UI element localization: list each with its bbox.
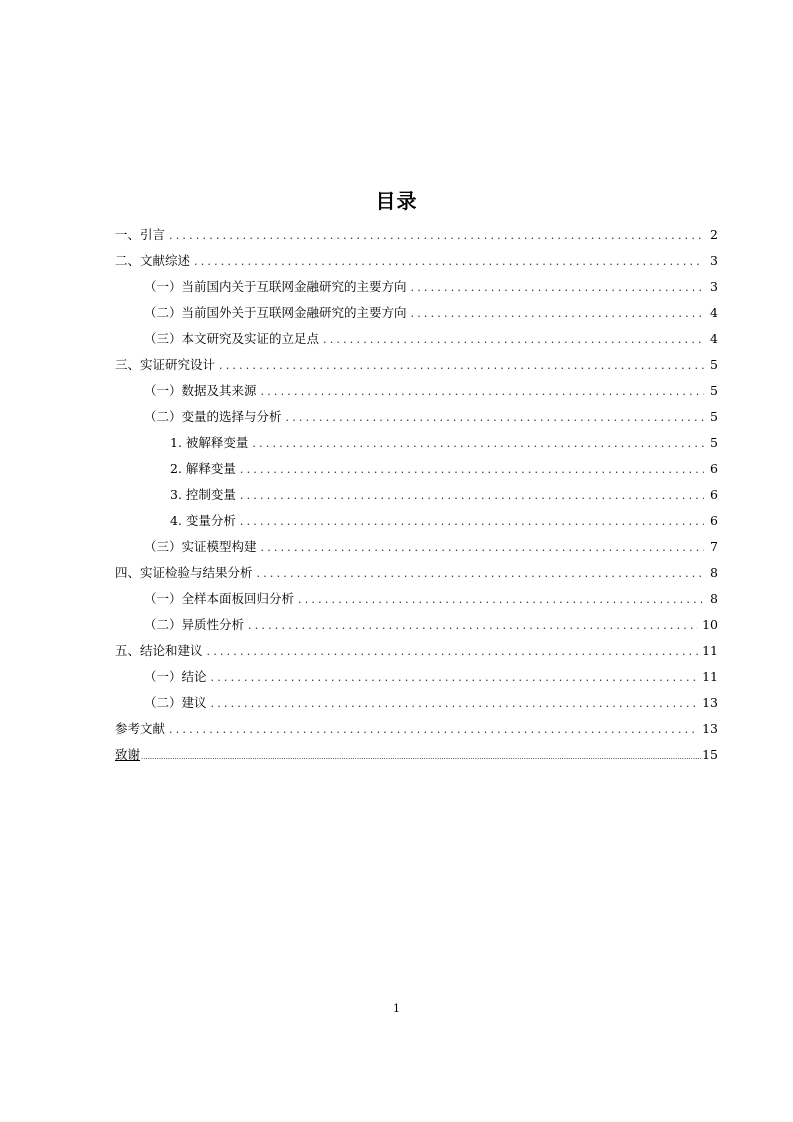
toc-entry-variable-analysis[interactable] <box>115 508 718 534</box>
toc-entry-data-sources[interactable] <box>115 378 718 404</box>
dot-leader <box>257 561 704 587</box>
dot-leader <box>240 483 704 509</box>
toc-entry-label: 4. 变量分析 <box>170 513 236 528</box>
toc-entry-references[interactable] <box>115 716 718 742</box>
toc-entry-label: 1. 被解释变量 <box>170 435 249 450</box>
dot-leader <box>248 613 698 639</box>
dot-leader <box>169 223 704 249</box>
toc-entry-page: 3 <box>710 253 718 268</box>
toc-entry-page: 6 <box>710 487 718 502</box>
toc-entry-page: 8 <box>710 565 718 580</box>
dot-leader <box>323 327 704 353</box>
toc-entry-domestic-research[interactable] <box>115 274 718 300</box>
toc-entry-label: （三）实证模型构建 <box>144 539 257 554</box>
dot-leader <box>194 249 704 275</box>
toc-entry-page: 4 <box>710 305 718 320</box>
toc-entry-model-construction[interactable] <box>115 534 718 560</box>
dot-leader <box>261 379 704 405</box>
dot-leader <box>207 639 699 665</box>
toc-entry-label: 一、引言 <box>115 227 166 242</box>
toc-entry-foreign-research[interactable] <box>115 300 718 326</box>
toc-entry-page: 15 <box>702 747 718 762</box>
dot-leader <box>411 275 704 301</box>
table-of-contents <box>115 222 718 768</box>
toc-entry-label: 四、实证检验与结果分析 <box>115 565 253 580</box>
toc-entry-label: （一）数据及其来源 <box>144 383 257 398</box>
toc-entry-page: 5 <box>710 435 718 450</box>
toc-entry-page: 5 <box>710 357 718 372</box>
toc-entry-label-link[interactable]: 致谢 <box>115 747 141 762</box>
toc-entry-conclusions-suggestions[interactable] <box>115 638 718 664</box>
dot-leader <box>219 353 704 379</box>
toc-entry-conclusions[interactable] <box>115 664 718 690</box>
toc-entry-label: （二）变量的选择与分析 <box>144 409 282 424</box>
toc-entry-dependent-variable[interactable] <box>115 430 718 456</box>
toc-entry-variable-selection[interactable] <box>115 404 718 430</box>
toc-entry-page: 11 <box>702 669 718 684</box>
toc-entry-label: （二）当前国外关于互联网金融研究的主要方向 <box>144 305 407 320</box>
toc-entry-label: （一）全样本面板回归分析 <box>144 591 295 606</box>
toc-entry-label: 2. 解释变量 <box>170 461 236 476</box>
toc-entry-independent-variable[interactable] <box>115 456 718 482</box>
dot-leader <box>240 457 704 483</box>
toc-entry-panel-regression[interactable] <box>115 586 718 612</box>
toc-entry-control-variable[interactable] <box>115 482 718 508</box>
toc-entry-label: 3. 控制变量 <box>170 487 236 502</box>
toc-entry-label: （二）建议 <box>144 695 207 710</box>
dot-leader <box>211 691 699 717</box>
toc-entry-page: 8 <box>710 591 718 606</box>
footer-page-number: 1 <box>393 1002 400 1015</box>
toc-entry-suggestions[interactable] <box>115 690 718 716</box>
toc-entry-page: 5 <box>710 409 718 424</box>
toc-entry-page: 3 <box>710 279 718 294</box>
toc-entry-label: （三）本文研究及实证的立足点 <box>144 331 320 346</box>
toc-entry-page: 5 <box>710 383 718 398</box>
toc-entry-heterogeneity-analysis[interactable] <box>115 612 718 638</box>
toc-entry-empirical-testing[interactable] <box>115 560 718 586</box>
toc-entry-label: （二）异质性分析 <box>144 617 245 632</box>
toc-entry-label: （一）结论 <box>144 669 207 684</box>
toc-entry-label: （一）当前国内关于互联网金融研究的主要方向 <box>144 279 407 294</box>
toc-entry-label: 二、文献综述 <box>115 253 191 268</box>
toc-entry-page: 2 <box>710 227 718 242</box>
dot-leader <box>411 301 704 327</box>
toc-entry-page: 10 <box>702 617 718 632</box>
toc-entry-page: 6 <box>710 461 718 476</box>
toc-entry-page: 11 <box>702 643 718 658</box>
dot-leader <box>211 665 699 691</box>
dot-leader <box>240 509 704 535</box>
toc-entry-research-basis[interactable] <box>115 326 718 352</box>
toc-entry-research-design[interactable] <box>115 352 718 378</box>
dot-leader <box>252 431 704 457</box>
toc-entry-page: 13 <box>702 721 718 736</box>
dot-leader <box>169 717 698 743</box>
toc-entry-literature-review[interactable] <box>115 248 718 274</box>
toc-entry-label: 五、结论和建议 <box>115 643 203 658</box>
toc-entry-label: 参考文献 <box>115 721 166 736</box>
toc-entry-page: 4 <box>710 331 718 346</box>
dot-leader <box>286 405 704 431</box>
page-title: 目录 <box>375 189 418 213</box>
toc-entry-page: 13 <box>702 695 718 710</box>
dot-leader <box>141 744 701 770</box>
toc-entry-page: 6 <box>710 513 718 528</box>
toc-entry-introduction[interactable] <box>115 222 718 248</box>
dot-leader <box>298 587 704 613</box>
toc-entry-label: 三、实证研究设计 <box>115 357 216 372</box>
toc-entry-page: 7 <box>710 539 718 554</box>
toc-entry-acknowledgements[interactable] <box>115 742 718 768</box>
dot-leader <box>261 535 704 561</box>
